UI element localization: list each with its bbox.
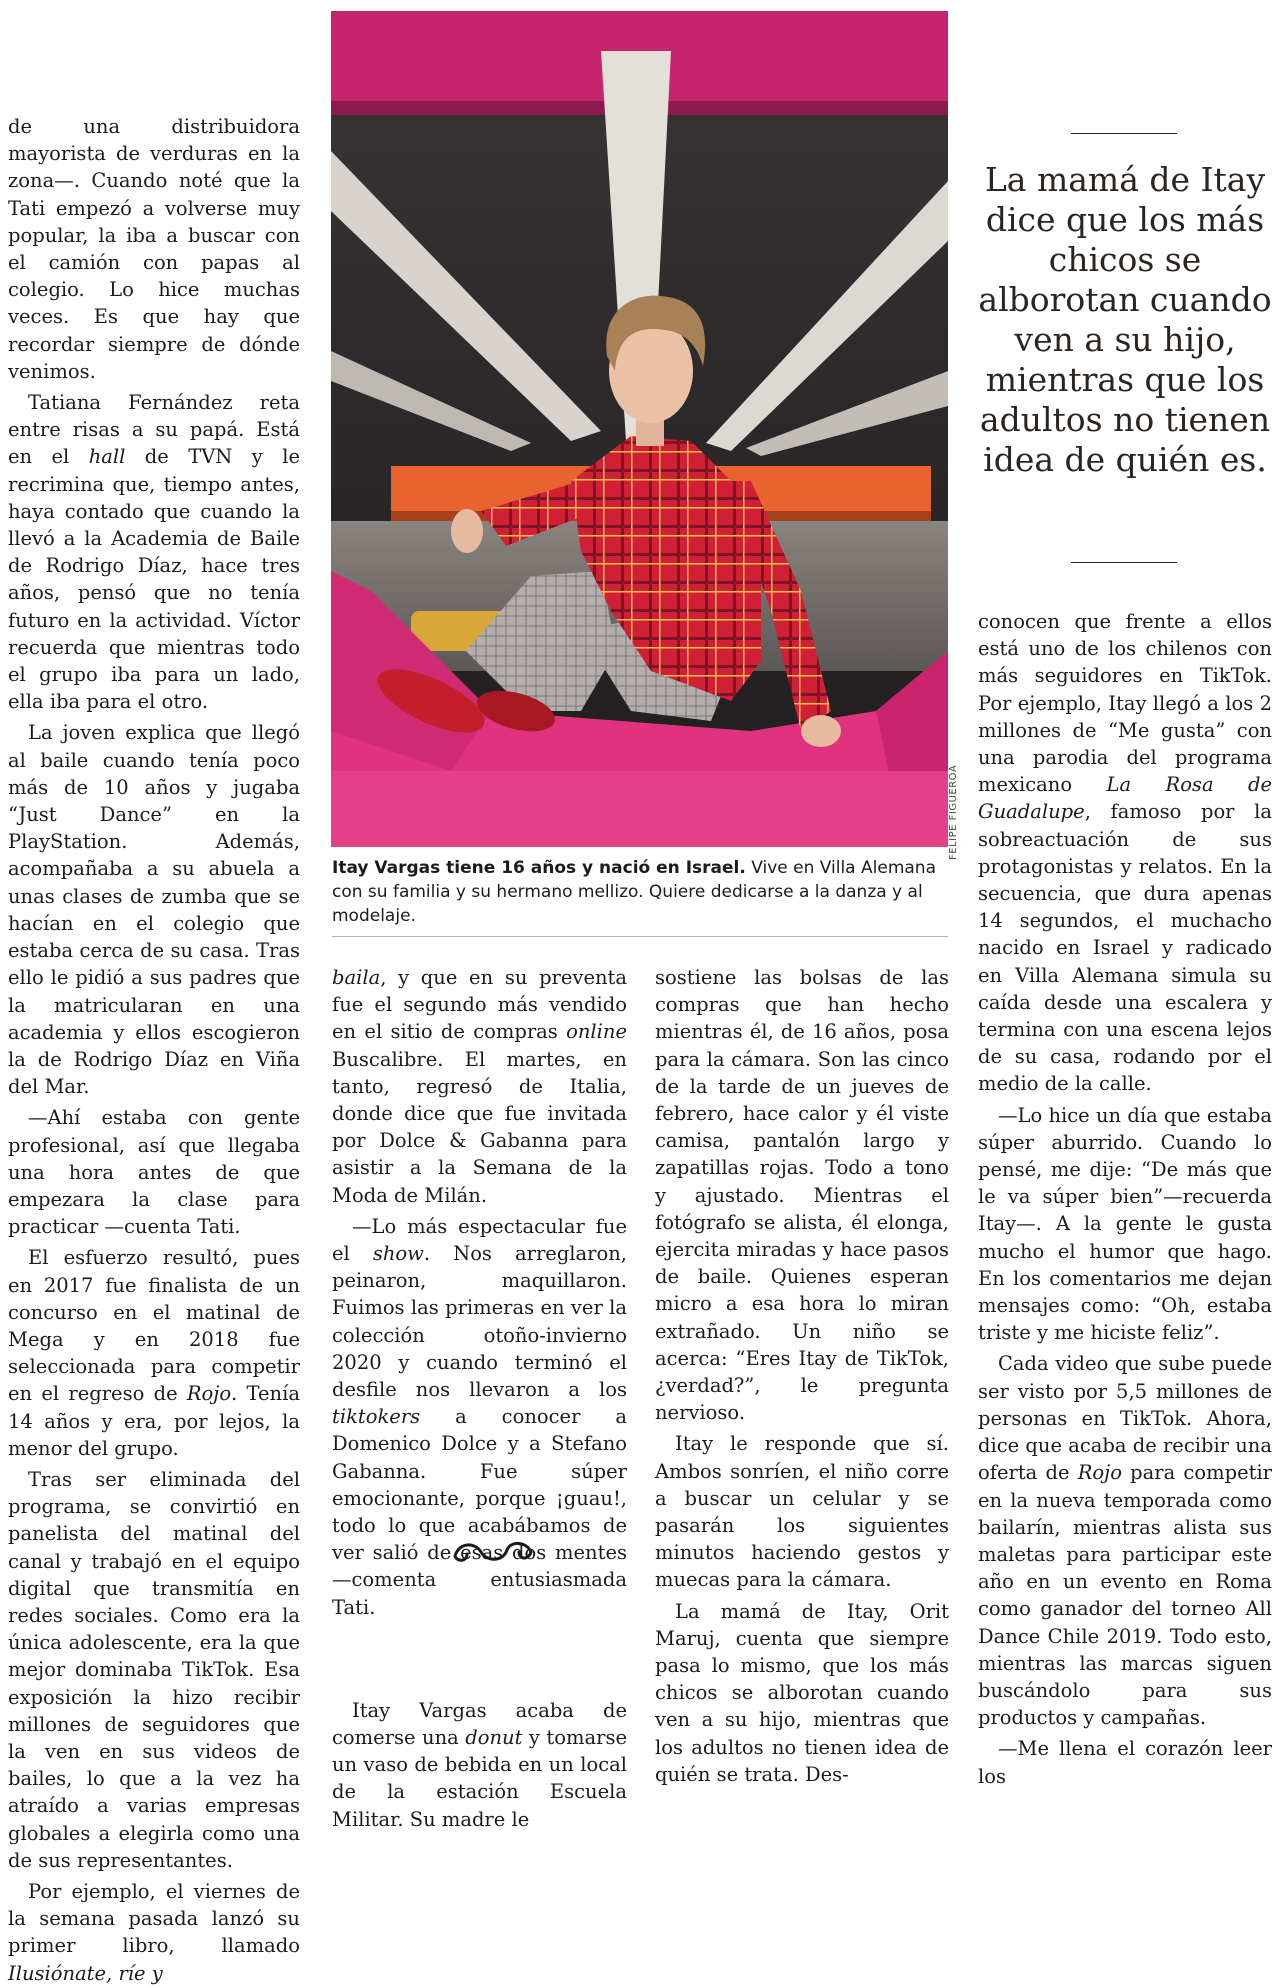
paragraph: baila, y que en su preventa fue el segundo más vendido en el sitio de compras online Buscalibre. El martes, en tanto, regresó de Italia, donde dice que fue invitada por Dolce & Gabanna para asistir a la Semana de la Moda de Milán. [332, 966, 627, 1207]
paragraph: Por ejemplo, el viernes de la semana pasada lanzó su primer libro, llamado Ilusiónate, ríe y [8, 1880, 300, 1985]
paragraph: El esfuerzo resultó, pues en 2017 fue finalista de un concurso en el matinal de Mega y en 2018 fue seleccionada para competir en el regreso de Rojo. Tenía 14 años y era, por lejos, la menor del grupo. [8, 1246, 300, 1460]
paragraph: Cada video que sube puede ser visto por 5,5 millones de personas en TikTok. Ahora, dice que acaba de recibir una oferta de Rojo para competir en la nueva temporada como bailarín, mientras alista sus maletas para participar este año en un evento en Roma como ganador del torneo All Dance Chile 2019. Todo esto, mientras las marcas siguen buscándolo para sus productos y campañas. [978, 1352, 1272, 1730]
paragraph: Itay Vargas acaba de comerse una donut y tomarse un vaso de bebida en un local de la estación Escuela Militar. Su madre le [332, 1698, 627, 1831]
article-column-3 [655, 964, 949, 1788]
article-column-1 [8, 113, 300, 1987]
paragraph: Itay le responde que sí. Ambos sonríen, el niño corre a buscar un celular y se pasarán los siguientes minutos haciendo gestos y muecas para la cámara. [655, 1432, 949, 1592]
section-break [332, 1621, 627, 1697]
article-column-2 [332, 964, 627, 1833]
pullquote-rule-top [1071, 133, 1177, 134]
caption-divider [332, 936, 948, 937]
photo-caption [332, 856, 948, 928]
caption-lead: Itay Vargas tiene 16 años y nació en Israel. [332, 858, 746, 878]
paragraph: La joven explica que llegó al baile cuando tenía poco más de 10 años y jugaba “Just Dance” en la PlayStation. Además, acompañaba a su abuela a unas clases de zumba que se hacían en el colegio que estaba cerca de su casa. Tras ello le pidió a sus padres que la matricularan en una academia y ellos escogieron la de Rodrigo Díaz en Viña del Mar. [8, 721, 300, 1099]
pullquote-rule-bottom [1071, 562, 1177, 563]
paragraph: —Ahí estaba con gente profesional, así que llegaba una hora antes de que empezara la clase para practicar —cuenta Tati. [8, 1106, 300, 1239]
article-column-4 [978, 608, 1272, 1790]
swirl-ornament-icon [445, 1536, 541, 1568]
photo-illustration [331, 11, 948, 847]
paragraph: Tatiana Fernández reta entre risas a su papá. Está en el hall de TVN y le recrimina que, tiempo antes, haya contado que cuando la llevó a la Academia de Baile de Rodrigo Díaz, hace tres años, pensó que no tenía futuro en la actividad. Víctor recuerda que mientras todo el grupo iba para un lado, ella iba para el otro. [8, 391, 300, 714]
paragraph: Tras ser eliminada del programa, se convirtió en panelista del matinal del canal y trabajó en el equipo digital que transmitía en redes sociales. Como era la única adolescente, era la que mejor dominaba TikTok. Esa exposición la hizo recibir millones de seguidores que la ven en sus videos de bailes, lo que a la vez ha atraído a varias empresas globales a elegirla como una de sus representantes. [8, 1467, 300, 1872]
paragraph: de una distribuidora mayorista de verduras en la zona—. Cuando noté que la Tati empezó a volverse muy popular, la iba a buscar con el camión con papas al colegio. Lo hice muchas veces. Es que hay que recordar siempre de dónde venimos. [8, 115, 300, 383]
paragraph: —Lo hice un día que estaba súper aburrido. Cuando lo pensé, me dije: “De más que le va súper bien”—recuerda Itay—. A la gente le gusta mucho el humor que hago. En los comentarios me dejan mensajes como: “Oh, estaba triste y me hiciste feliz”. [978, 1103, 1272, 1345]
paragraph: La mamá de Itay, Orit Maruj, cuenta que siempre pasa lo mismo, que los más chicos se alborotan cuando ven a su hijo, mientras que los adultos no tienen idea de quién se trata. Des- [655, 1599, 949, 1786]
paragraph: —Me llena el corazón leer los [978, 1737, 1272, 1788]
pullquote: La mamá de Itay dice que los más chicos se alborotan cuando ven a su hijo, mientras que los adultos no tienen idea de quién es. [978, 160, 1272, 479]
photo-credit: FELIPE FIGUEROA [948, 764, 959, 860]
paragraph: conocen que frente a ellos está uno de los chilenos con más seguidores en TikTok. Por ejemplo, Itay llegó a los 2 millones de “Me gusta” con una parodia del programa mexicano La Rosa de Guadalupe, famoso por la sobreactuación de sus protagonistas y relatos. En la secuencia, que dura apenas 14 segundos, el muchacho nacido en Israel y radicado en Villa Alemana simula su caída desde una escalera y termina con una escena lejos de su casa, rodando por el medio de la calle. [978, 610, 1272, 1096]
paragraph: sostiene las bolsas de las compras que han hecho mientras él, de 16 años, posa para la cámara. Son las cinco de la tarde de un jueves de febrero, hace calor y él viste camisa, pantalón largo y zapatillas rojas. Todo a tono y ajustado. Mientras el fotógrafo se alista, él elonga, ejercita miradas y hace pasos de baile. Quienes esperan micro a esa hora lo miran extrañado. Un niño se acerca: “Eres Itay de TikTok, ¿verdad?”, le pregunta nervioso. [655, 966, 949, 1425]
paragraph: —Lo más espectacular fue el show. Nos arreglaron, peinaron, maquillaron. Fuimos las primeras en ver la colección otoño-invierno 2020 y cuando terminó el desfile nos llevaron a los tiktokers a conocer a Domenico Dolce y a Stefano Gabanna. Fue súper emocionante, porque ¡guau!, todo lo que acabábamos de ver salió de esas dos mentes —comenta entusiasmada Tati. [332, 1214, 627, 1619]
caption-text: Vive en Villa Alemana con su familia y su hermano mellizo. Quiere dedicarse a la danza y al modelaje. [332, 858, 936, 926]
article-photo [331, 11, 948, 847]
